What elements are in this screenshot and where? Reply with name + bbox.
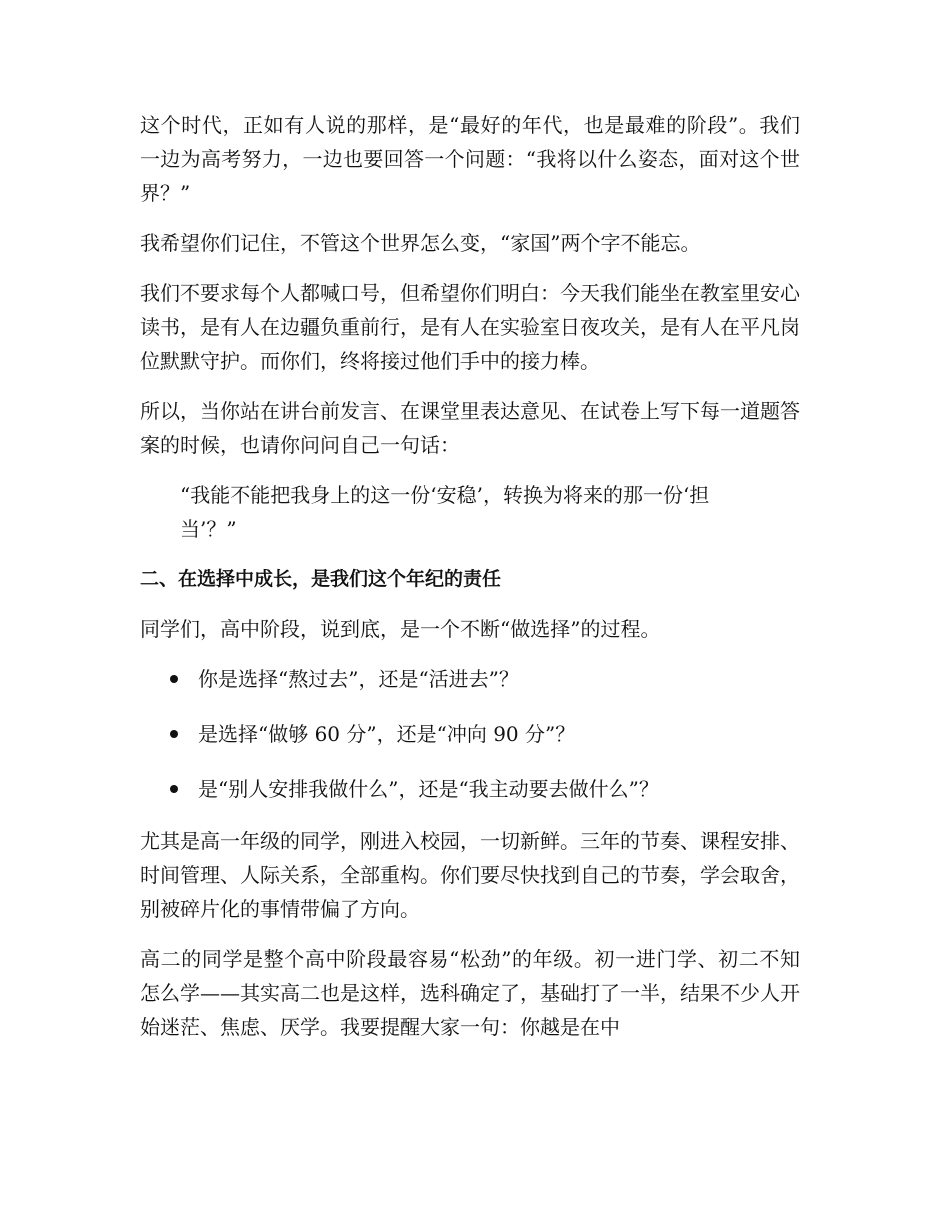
section-heading: 二、在选择中成长，是我们这个年纪的责任 (140, 568, 502, 590)
paragraph-choices-intro: 同学们，高中阶段，说到底，是一个不断“做选择”的过程。 (140, 617, 661, 641)
bullet-icon (170, 730, 178, 738)
bullet-icon (170, 785, 178, 793)
list-item-text: 是“别人安排我做什么”，还是“我主动要去做什么”？ (198, 777, 659, 801)
list-item-text: 你是选择“熬过去”，还是“活进去”？ (198, 667, 519, 691)
list-item-text: 是选择“做够 60 分”，还是“冲向 90 分”？ (198, 722, 576, 746)
list-item (140, 772, 800, 806)
paragraph-ask-yourself: 所以，当你站在讲台前发言、在课堂里表达意见、在试卷上写下每一道题答案的时候，也请你问问自己一句话： (140, 399, 800, 457)
paragraph-relay-baton: 我们不要求每个人都喊口号，但希望你们明白：今天我们能坐在教室里安心读书，是有人在边疆负重前行，是有人在实验室日夜攻关，是有人在平凡岗位默默守护。而你们，终将接过他们手中的接力棒。 (140, 281, 800, 373)
paragraph-homeland: 我希望你们记住，不管这个世界怎么变，“家国”两个字不能忘。 (140, 231, 701, 255)
document-page (140, 108, 800, 1060)
bullet-icon (170, 675, 178, 683)
paragraph-era: 这个时代，正如有人说的那样，是“最好的年代，也是最难的阶段”。我们一边为高考努力，一边也要回答一个问题：“我将以什么姿态，面对这个世界？” (140, 113, 800, 205)
paragraph-grade-eleven: 高二的同学是整个高中阶段最容易“松劲”的年级。初一进门学、初二不知怎么学——其实高二也是这样，选科确定了，基础打了一半，结果不少人开始迷茫、焦虑、厌学。我要提醒大家一句：你越是在中 (140, 947, 800, 1039)
list-item (140, 717, 800, 751)
paragraph-grade-ten: 尤其是高一年级的同学，刚进入校园，一切新鲜。三年的节奏、课程安排、时间管理、人际关系，全部重构。你们要尽快找到自己的节奏，学会取舍，别被碎片化的事情带偏了方向。 (140, 829, 800, 921)
block-quote: “我能不能把我身上的这一份‘安稳’，转换为将来的那一份‘担当’？” (180, 483, 710, 541)
bullet-list (140, 662, 800, 806)
list-item (140, 662, 800, 696)
